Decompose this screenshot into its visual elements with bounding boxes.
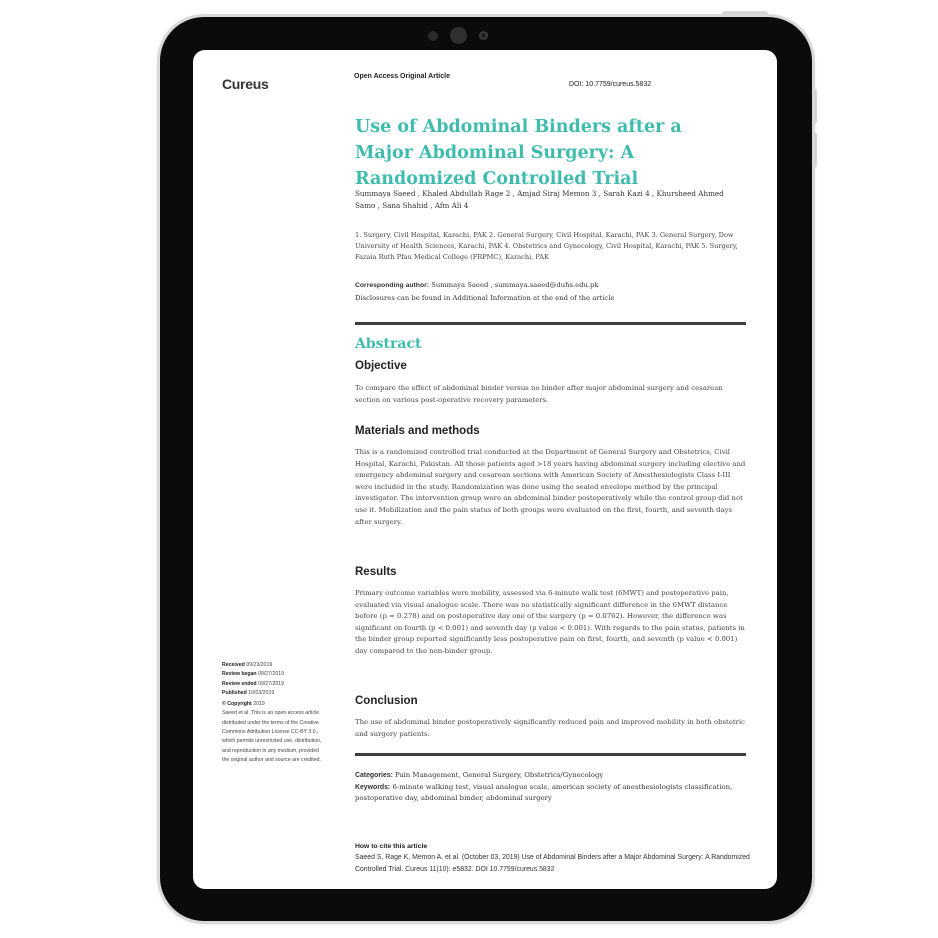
author-list: Summaya Saeed , Khaled Abdullah Rage 2 , Amjad Siraj Memon 3 , Sarah Kazi 4 , Khursheed Ahmed Samo , Sana Shahid , Afm Ali 4 <box>355 189 724 210</box>
copyright-year: 2019 <box>253 701 265 708</box>
categories-label: Categories: <box>355 772 393 779</box>
article-title: Use of Abdominal Binders after a Major Abdominal Surgery: A Randomized Controlled Trial <box>355 117 682 189</box>
results-text: Primary outcome variables were mobility, assessed via 6-minute walk test (6MWT) and postoperative pain, evaluated via visual analogue scale. There was no statistically significant difference in the 6MWT distance before (p = 0.278) and on postoperative day one of the surgery (p = 0.0762). However, the difference was significant on fourth (p < 0.001) and seventh day (p value < 0.001). With regards to the pain status, patients in the binder group reported significantly less postoperative pain on first, fourth, and seventh (p value < 0.001) day compared to the non-binder group. <box>355 589 745 655</box>
corresponding-author-value[interactable]: Summaya Saeed , summaya.saeed@duhs.edu.pk <box>431 281 599 289</box>
review-began-date: 09/27/2019 <box>258 671 285 678</box>
categories-value[interactable]: Pain Management, General Surgery, Obstetrics/Gynecology <box>395 771 604 779</box>
tablet-volume-up-button <box>812 88 817 124</box>
section-divider <box>355 322 746 325</box>
tablet-volume-down-button <box>812 132 817 168</box>
published-date: 10/03/2019 <box>248 689 275 696</box>
corresponding-author <box>355 279 745 304</box>
publication-sidebar <box>222 661 322 765</box>
review-ended-label: Review ended <box>222 680 257 687</box>
review-ended-date: 09/27/2019 <box>258 680 285 687</box>
published-label: Published <box>222 689 247 696</box>
conclusion-heading: Conclusion <box>355 695 418 707</box>
sensor-icon <box>428 31 438 41</box>
article-meta <box>355 770 747 805</box>
section-divider-bottom <box>355 753 746 756</box>
conclusion-text: The use of abdominal binder postoperatively significantly reduced pain and improved mobility in both obstetric and surgery patients. <box>355 718 746 738</box>
doi-label[interactable]: DOI: 10.7759/cureus.5832 <box>569 81 652 88</box>
received-label: Received <box>222 662 245 668</box>
methods-text: This is a randomized controlled trial conducted at the Department of General Surgery and Obstetrics, Civil Hospital, Karachi, Pakistan. All those patients aged >18 years having abdominal surgery including elective and emergency abdominal surgery and cesarean sections with American Society of Anesthesiologists Class I-III were included in the study. Randomization was done using the sealed envelope method by the principal investigator. The intervention group wore an abdominal binder postoperatively while the control group did not use it. Mobilization and the pain status of both groups were evaluated on the first, fourth, and seventh days after surgery. <box>355 448 746 526</box>
copyright-label: © Copyright <box>222 701 252 708</box>
article-type: Open Access Original Article <box>354 73 450 80</box>
review-began-label: Review began <box>222 671 257 678</box>
objective-text: To compare the effect of abdominal binder versus no binder after major abdominal surgery and cesarean section on various post-operative recovery parameters. <box>355 384 723 404</box>
keywords-value: 6-minute walking test, visual analogue scale, american society of anesthesiologists classification, postoperative day, abdominal binder, abdominal surgery <box>355 782 733 803</box>
citation-text: Saeed S, Rage K, Memon A, et al. (October 03, 2019) Use of Abdominal Binders after a Major Abdominal Surgery: A Randomized Controlled Trial. Cureus 11(10): e5832. DOI 10.7759/cureus.5832 <box>355 854 750 873</box>
journal-logo: Cureus <box>222 76 269 92</box>
affiliations: 1. Surgery, Civil Hospital, Karachi, PAK 2. General Surgery, Civil Hospital, Karachi, PAK 3. General Surgery, Dow University of Health Sciences, Karachi, PAK 4. Obstetrics and Gynecology, Civil Hospital, Karachi, PAK 5. Surgery, Fazaia Ruth Pfau Medical College (FRPMC), Karachi, PAK <box>355 231 738 261</box>
citation-heading: How to cite this article <box>355 843 428 850</box>
corresponding-author-label: Corresponding author: <box>355 282 430 289</box>
license-text: Saeed et al. This is an open access article distributed under the terms of the Creative Commons Attribution License CC-BY 3.0., which permits unrestricted use, distribution, and reproduction in any medium, provided the original author and source are credited. <box>222 710 322 763</box>
camera-icon <box>450 27 467 44</box>
methods-heading: Materials and methods <box>355 425 480 437</box>
abstract-heading: Abstract <box>355 336 422 352</box>
objective-heading: Objective <box>355 360 407 372</box>
results-heading: Results <box>355 566 397 578</box>
keywords-label: Keywords: <box>355 783 391 791</box>
disclosures: Disclosures can be found in Additional Information at the end of the article <box>355 294 615 302</box>
flash-icon <box>479 31 488 40</box>
received-date: 09/23/2019 <box>246 662 273 668</box>
document-screen[interactable] <box>193 50 777 889</box>
